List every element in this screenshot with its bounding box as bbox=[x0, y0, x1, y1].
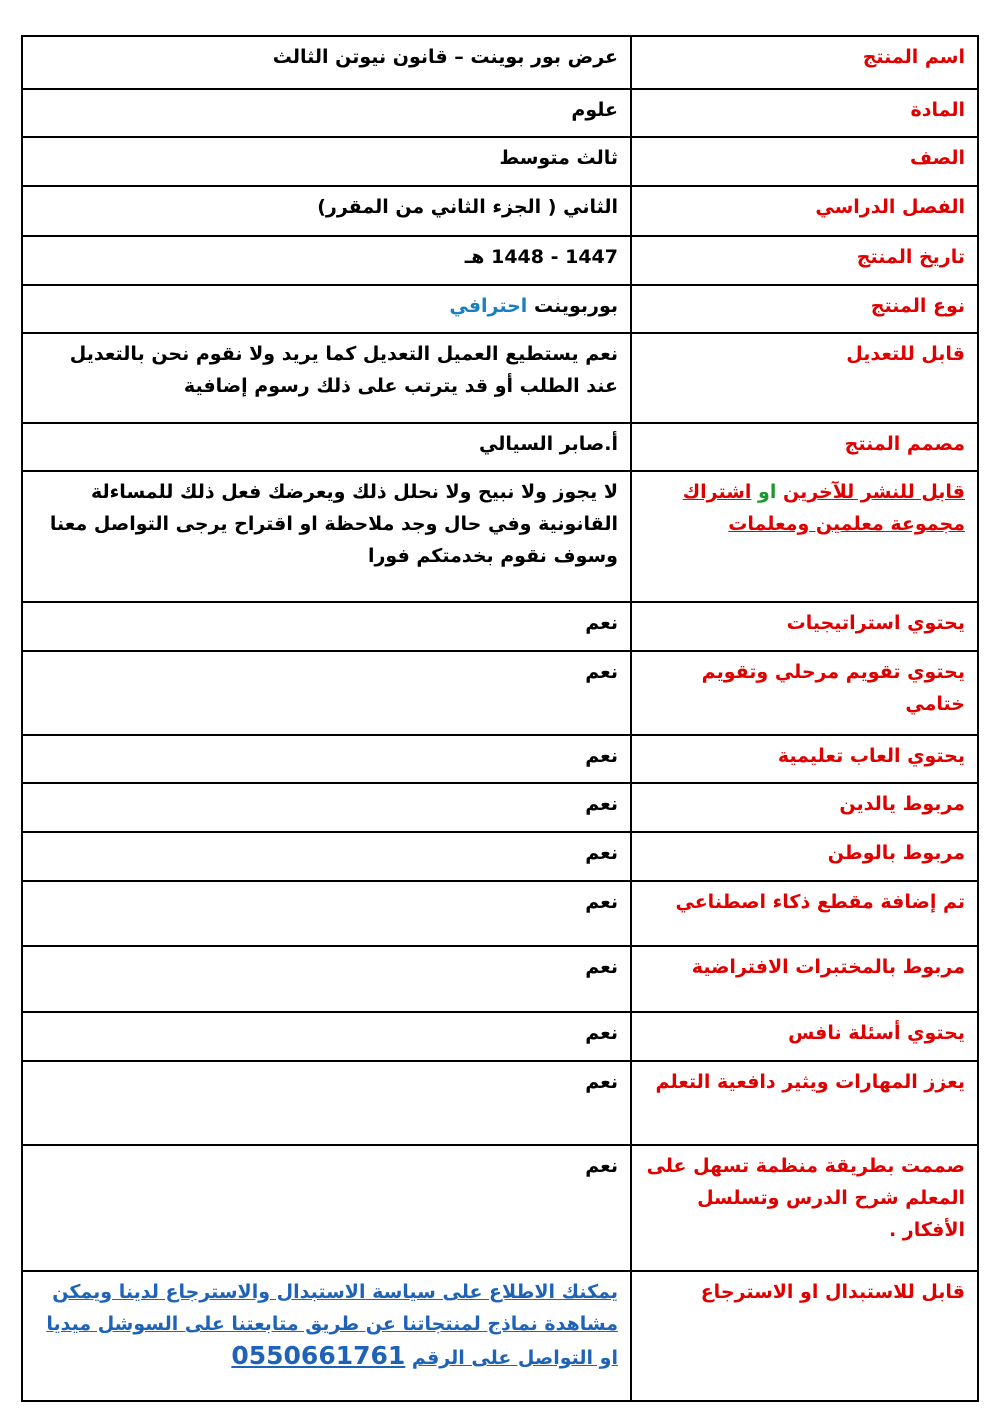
row-label-editable: قابل للتعديل bbox=[631, 333, 978, 423]
publishing-label-or: او bbox=[758, 481, 777, 503]
table-row bbox=[22, 602, 978, 651]
row-value-returns bbox=[22, 1271, 631, 1401]
product-spec-table bbox=[21, 35, 979, 1402]
row-label-product-name: اسم المنتج bbox=[631, 36, 978, 89]
table-row bbox=[22, 832, 978, 881]
row-label-homeland: مربوط بالوطن bbox=[631, 832, 978, 881]
row-label-skills: يعزز المهارات ويثير دافعية التعلم bbox=[631, 1061, 978, 1145]
row-label-assessment: يحتوي تقويم مرحلي وتقويم ختامي bbox=[631, 651, 978, 735]
row-value-grade: ثالث متوسط bbox=[22, 137, 631, 186]
row-value-organized: نعم bbox=[22, 1145, 631, 1271]
publishing-label-a: قابل للنشر للآخرين bbox=[782, 481, 965, 503]
row-value-strategies: نعم bbox=[22, 602, 631, 651]
row-value-editable: نعم يستطيع العميل التعديل كما يريد ولا نقوم نحن بالتعديل عند الطلب أو قد يترتب على ذلك رسوم إضافية bbox=[22, 333, 631, 423]
row-label-virtual-labs: مربوط بالمختبرات الافتراضية bbox=[631, 946, 978, 1012]
table-row bbox=[22, 881, 978, 946]
row-value-religion: نعم bbox=[22, 783, 631, 832]
table-row bbox=[22, 735, 978, 783]
table-row bbox=[22, 89, 978, 137]
row-label-nafes: يحتوي أسئلة نافس bbox=[631, 1012, 978, 1061]
row-value-games: نعم bbox=[22, 735, 631, 783]
row-label-product-type: نوع المنتج bbox=[631, 285, 978, 333]
table-row bbox=[22, 333, 978, 423]
product-type-level: احترافي bbox=[449, 295, 528, 317]
row-label-publishing bbox=[631, 471, 978, 602]
row-label-religion: مربوط يالدين bbox=[631, 783, 978, 832]
row-value-skills: نعم bbox=[22, 1061, 631, 1145]
contact-phone-link[interactable]: 0550661761 bbox=[231, 1341, 406, 1370]
row-value-semester: الثاني ( الجزء الثاني من المقرر) bbox=[22, 186, 631, 236]
row-label-designer: مصمم المنتج bbox=[631, 423, 978, 471]
row-label-date: تاريخ المنتج bbox=[631, 236, 978, 285]
row-label-subject: المادة bbox=[631, 89, 978, 137]
table-row bbox=[22, 423, 978, 471]
table-row bbox=[22, 1145, 978, 1271]
row-value-subject: علوم bbox=[22, 89, 631, 137]
table-row bbox=[22, 783, 978, 832]
row-value-publishing: لا يجوز ولا نبيح ولا نحلل ذلك ويعرضك فعل ذلك للمساءلة القانونية وفي حال وجد ملاحظة او اقتراح يرجى التواصل معنا وسوف نقوم بخدمتكم فورا bbox=[22, 471, 631, 602]
row-value-assessment: نعم bbox=[22, 651, 631, 735]
table-row bbox=[22, 1061, 978, 1145]
table-row bbox=[22, 236, 978, 285]
row-label-strategies: يحتوي استراتيجيات bbox=[631, 602, 978, 651]
row-value-date: 1447 - 1448 هـ bbox=[22, 236, 631, 285]
row-label-grade: الصف bbox=[631, 137, 978, 186]
table-row bbox=[22, 186, 978, 236]
row-label-games: يحتوي العاب تعليمية bbox=[631, 735, 978, 783]
row-label-organized: صممت بطريقة منظمة تسهل على المعلم شرح الدرس وتسلسل الأفكار . bbox=[631, 1145, 978, 1271]
row-value-product-type bbox=[22, 285, 631, 333]
table-row bbox=[22, 137, 978, 186]
table-row bbox=[22, 1271, 978, 1401]
row-label-ai-clip: تم إضافة مقطع ذكاء اصطناعي bbox=[631, 881, 978, 946]
table-row bbox=[22, 1012, 978, 1061]
product-type-text: بوربوينت bbox=[533, 295, 618, 317]
row-value-virtual-labs: نعم bbox=[22, 946, 631, 1012]
table-row bbox=[22, 946, 978, 1012]
row-label-semester: الفصل الدراسي bbox=[631, 186, 978, 236]
returns-policy-link[interactable]: يمكنك الاطلاع على سياسة الاستبدال والاسترجاع لدينا ويمكن مشاهدة نماذج لمنتجاتنا عن طريق متابعتنا على السوشل ميديا او التواصل على الرقم bbox=[46, 1281, 618, 1369]
row-value-designer: أ.صابر السيالي bbox=[22, 423, 631, 471]
row-label-returns: قابل للاستبدال او الاسترجاع bbox=[631, 1271, 978, 1401]
publishing-label-b: اشتراك مجموعة معلمين ومعلمات bbox=[682, 481, 965, 535]
table-row bbox=[22, 36, 978, 89]
table-row bbox=[22, 651, 978, 735]
row-value-ai-clip: نعم bbox=[22, 881, 631, 946]
row-value-product-name: عرض بور بوينت – قانون نيوتن الثالث bbox=[22, 36, 631, 89]
row-value-nafes: نعم bbox=[22, 1012, 631, 1061]
row-value-homeland: نعم bbox=[22, 832, 631, 881]
table-row bbox=[22, 471, 978, 602]
table-row bbox=[22, 285, 978, 333]
